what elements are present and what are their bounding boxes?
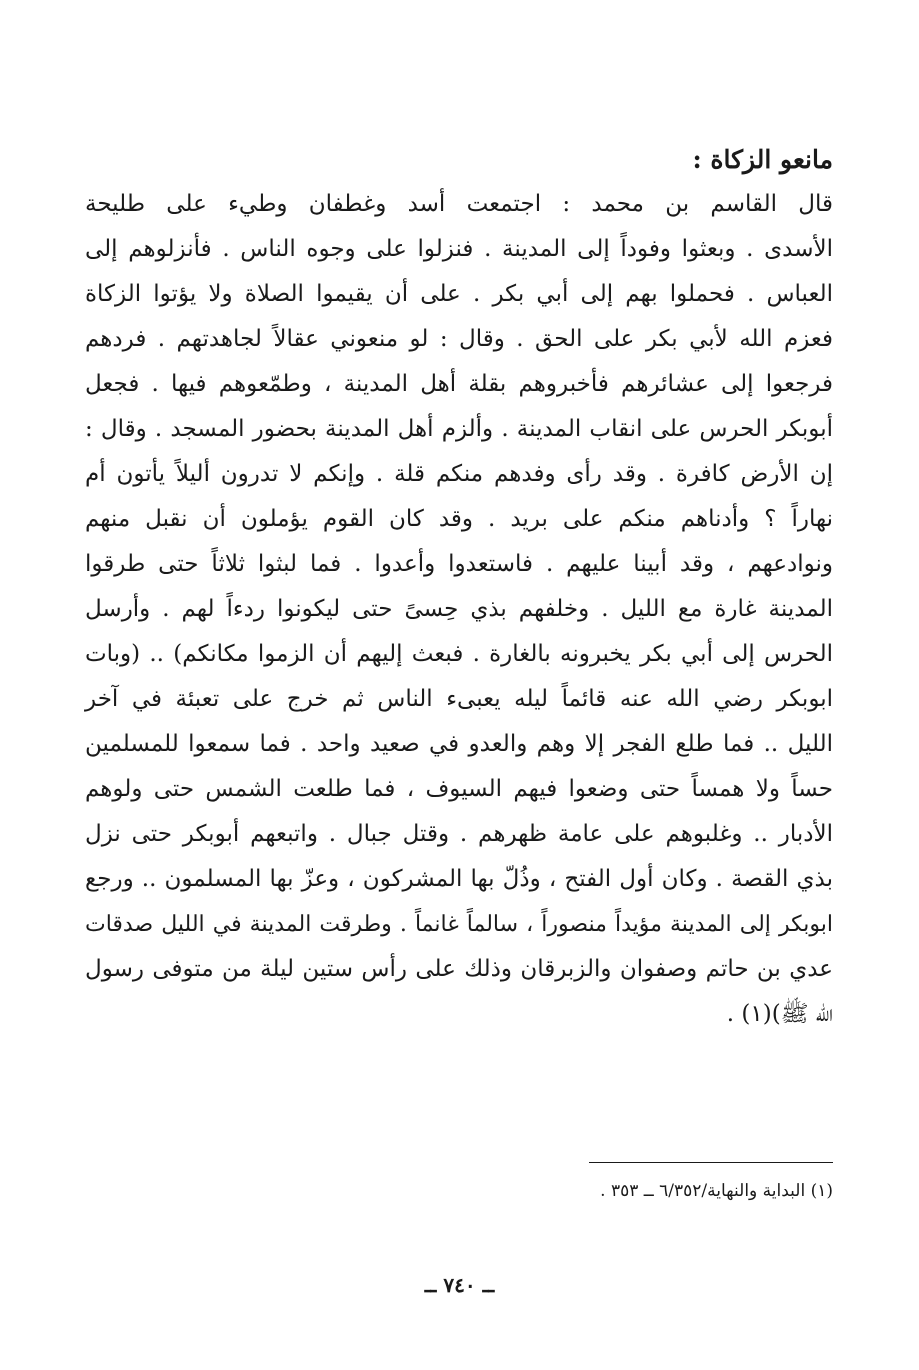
body-line: الأسدى . وبعثوا وفوداً إلى المدينة . فنزلوا على وجوه الناس . فأنزلوهم إلى <box>85 236 833 262</box>
body-line: الأدبار .. وغلبوهم على عامة ظهرهم . وقتل جبال . واتبعهم أبوبكر حتى نزل <box>85 821 833 847</box>
body-line: فرجعوا إلى عشائرهم فأخبروهم بقلة أهل المدينة ، وطمّعوهم فيها . فجعل <box>85 371 833 397</box>
body-line: المدينة غارة مع الليل . وخلفهم بذي حِسىً حتى ليكونوا ردءاً لهم . وأرسل <box>85 596 833 622</box>
body-line: العباس . فحملوا بهم إلى أبي بكر . على أن يقيموا الصلاة ولا يؤتوا الزكاة <box>85 281 833 307</box>
body-line: الليل .. فما طلع الفجر إلا وهم والعدو في صعيد واحد . فما سمعوا للمسلمين <box>85 731 833 757</box>
page-number: ــ ٧٤٠ ــ <box>424 1273 495 1297</box>
body-line: ابوبكر رضي الله عنه قائماً ليله يعبىء الناس ثم خرج على تعبئة في آخر <box>85 686 833 712</box>
body-line: بذي القصة . وكان أول الفتح ، وذُلّ بها المشركون ، وعزّ بها المسلمون .. ورجع <box>85 866 833 892</box>
body-line: إن الأرض كافرة . وقد رأى وفدهم منكم قلة . وإنكم لا تدرون أليلاً يأتون أم <box>85 461 833 487</box>
body-line: فعزم الله لأبي بكر على الحق . وقال : لو منعوني عقالاً لجاهدتهم . فردهم <box>85 326 833 352</box>
body-line: حساً ولا همساً حتى وضعوا فيهم السيوف ، فما طلعت الشمس حتى ولوهم <box>85 776 833 802</box>
body-line: ونوادعهم ، وقد أبينا عليهم . فاستعدوا وأعدوا . فما لبثوا ثلاثاً حتى طرقوا <box>85 551 833 577</box>
body-line: الله ﷺ)(١) . <box>726 1001 833 1027</box>
body-line: قال القاسم بن محمد : اجتمعت أسد وغطفان وطيء على طليحة <box>85 191 833 217</box>
body-text <box>85 182 833 1037</box>
body-line: نهاراً ؟ وأدناهم منكم على بريد . وقد كان القوم يؤملون أن نقبل منهم <box>85 506 833 532</box>
body-line: الحرس إلى أبي بكر يخبرونه بالغارة . فبعث إليهم أن الزموا مكانكم) .. (وبات <box>85 641 833 667</box>
body-line: عدي بن حاتم وصفوان والزبرقان وذلك على رأس ستين ليلة من متوفى رسول <box>85 956 833 982</box>
section-heading: مانعو الزكاة : <box>692 145 833 174</box>
body-line: ابوبكر إلى المدينة مؤيداً منصوراً ، سالماً غانماً . وطرقت المدينة في الليل صدقات <box>85 912 833 937</box>
body-line: أبوبكر الحرس على انقاب المدينة . وألزم أهل المدينة بحضور المسجد . وقال : <box>85 416 833 442</box>
footnote-divider <box>589 1162 833 1163</box>
footnote: (١) البداية والنهاية/٦/٣٥٢ ــ ٣٥٣ . <box>600 1181 833 1201</box>
